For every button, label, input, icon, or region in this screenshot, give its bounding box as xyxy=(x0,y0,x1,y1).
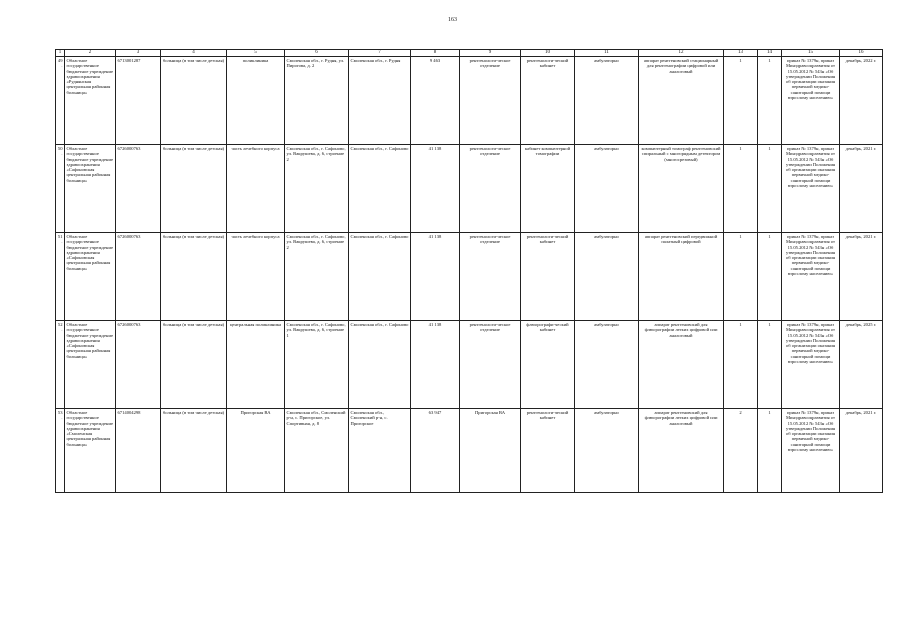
organization-cell: Областное государственное бюджетное учреждение здравоохранения «Сафоновская центральная районная больница» xyxy=(65,145,116,233)
code-cell: 6714004298 xyxy=(116,409,161,493)
care-mode-cell: амбулаторно xyxy=(575,233,639,321)
quantity-cell: 1 xyxy=(724,57,758,145)
unit-cell: Пригорская ВА xyxy=(227,409,285,493)
cabinet-cell: рентгенологи-ческий кабинет xyxy=(521,57,575,145)
quantity-cell: 2 xyxy=(724,409,758,493)
population-cell: 9 463 xyxy=(411,57,460,145)
facility-type-cell: больница (в том числе детская) xyxy=(161,233,227,321)
care-mode-cell: амбулаторно xyxy=(575,409,639,493)
code-cell: 6713001287 xyxy=(116,57,161,145)
department-cell: Пригорская ВА xyxy=(460,409,521,493)
column-header: 13 xyxy=(724,50,758,57)
population-cell: 41 138 xyxy=(411,233,460,321)
locality-cell: Смоленская обл., г. Рудня xyxy=(349,57,411,145)
unit-cell: поликлиника xyxy=(227,57,285,145)
facility-type-cell: больница (в том числе детская) xyxy=(161,409,227,493)
locality-cell: Смоленская обл., г. Сафоново xyxy=(349,233,411,321)
address-cell: Смоленская обл., Смоленский р-н, с. Пригорское, ул. Спортивная, д. 8 xyxy=(285,409,349,493)
organization-cell: Областное государственное бюджетное учреждение здравоохранения «Руднянская центральная районная больница» xyxy=(65,57,116,145)
department-cell: рентгенологи-ческое отделение xyxy=(460,233,521,321)
row-number-cell: 49. xyxy=(56,57,65,145)
page-number: 163 xyxy=(448,17,457,23)
cabinet-cell: кабинет компьютерной томографии xyxy=(521,145,575,233)
column-header: 5 xyxy=(227,50,285,57)
date-cell: декабрь, 2021 г. xyxy=(840,409,883,493)
equipment-cell: аппарат рентгеновский для флюорографии легких цифровой или аналоговый xyxy=(639,409,724,493)
unit-cell: часть лечебного корпуса xyxy=(227,145,285,233)
equipment-cell: аппарат рентгеновский для флюорографии легких цифровой или аналоговый xyxy=(639,321,724,409)
care-mode-cell: амбулаторно xyxy=(575,57,639,145)
cabinet-cell: рентгенологи-ческий кабинет xyxy=(521,233,575,321)
column-header: 3 xyxy=(116,50,161,57)
department-cell: рентгенологи-ческое отделение xyxy=(460,145,521,233)
address-cell: Смоленская обл., г. Сафоново, ул. Вакрушева, д. 6, строение 2 xyxy=(285,145,349,233)
locality-cell: Смоленская обл., г. Сафоново xyxy=(349,321,411,409)
address-cell: Смоленская обл., г. Сафоново, ул. Вакрушева, д. 6, строение 2 xyxy=(285,233,349,321)
column-header: 1 xyxy=(56,50,65,57)
regulation-cell: приказ № 1379н, приказ Минздравсоцразвития от 15.05.2012 № 543н «Об утверждении Положения об организации оказания первичной медико-санитарной помощи взрослому населению» xyxy=(782,145,840,233)
unit-cell: часть лечебного корпуса xyxy=(227,233,285,321)
department-cell: рентгенологи-ческое отделение xyxy=(460,57,521,145)
unit-cell: центральная поликлиника xyxy=(227,321,285,409)
cabinet-cell: флюорографи-ческий кабинет xyxy=(521,321,575,409)
quantity-cell: 1 xyxy=(724,321,758,409)
table-row xyxy=(56,321,883,409)
organization-cell: Областное государственное бюджетное учреждение здравоохранения «Сафоновская центральная районная больница» xyxy=(65,321,116,409)
column-header: 6 xyxy=(285,50,349,57)
column-header: 12 xyxy=(639,50,724,57)
date-cell: декабрь, 2025 г. xyxy=(840,321,883,409)
regulation-cell: приказ № 1379н, приказ Минздравсоцразвития от 15.05.2012 № 543н «Об утверждении Положения об организации оказания первичной медико-санитарной помощи взрослому населению» xyxy=(782,409,840,493)
quantity-cell: 1 xyxy=(758,233,782,321)
quantity-cell: 1 xyxy=(724,145,758,233)
quantity-cell: 1 xyxy=(724,233,758,321)
column-header: 8 xyxy=(411,50,460,57)
population-cell: 41 138 xyxy=(411,145,460,233)
code-cell: 6726000763 xyxy=(116,233,161,321)
facility-type-cell: больница (в том числе детская) xyxy=(161,145,227,233)
population-cell: 63 947 xyxy=(411,409,460,493)
regulation-cell: приказ № 1379н, приказ Минздравсоцразвития от 15.05.2012 № 543н «Об утверждении Положения об организации оказания первичной медико-санитарной помощи взрослому населению» xyxy=(782,321,840,409)
column-header: 2 xyxy=(65,50,116,57)
row-number-cell: 53. xyxy=(56,409,65,493)
population-cell: 41 138 xyxy=(411,321,460,409)
column-header: 15 xyxy=(782,50,840,57)
table-row xyxy=(56,409,883,493)
address-cell: Смоленская обл., г. Рудня, ул. Пирогова, д. 2 xyxy=(285,57,349,145)
care-mode-cell: амбулаторно xyxy=(575,145,639,233)
regulation-cell: приказ № 1379н, приказ Минздравсоцразвития от 15.05.2012 № 543н «Об утверждении Положения об организации оказания первичной медико-санитарной помощи взрослому населению» xyxy=(782,233,840,321)
code-cell: 6726000763 xyxy=(116,321,161,409)
quantity-cell: 1 xyxy=(758,57,782,145)
department-cell: рентгенологи-ческое отделение xyxy=(460,321,521,409)
quantity-cell: 1 xyxy=(758,321,782,409)
column-header: 9 xyxy=(460,50,521,57)
locality-cell: Смоленская обл., Смоленский р-н, с. Пригорское xyxy=(349,409,411,493)
code-cell: 6726000763 xyxy=(116,145,161,233)
column-header: 11 xyxy=(575,50,639,57)
column-numbers-row xyxy=(56,50,883,57)
equipment-cell: аппарат рентгеновский передвижной палатный цифровой xyxy=(639,233,724,321)
organization-cell: Областное государственное бюджетное учреждение здравоохранения «Смоленская центральная районная больница» xyxy=(65,409,116,493)
date-cell: декабрь, 2021 г. xyxy=(840,145,883,233)
quantity-cell: 1 xyxy=(758,409,782,493)
address-cell: Смоленская обл., г. Сафоново, ул. Вакрушева, д. 6, строение 1 xyxy=(285,321,349,409)
equipment-cell: компьютерный томограф рентгеновский спиральный с многорядным детектором (многосрезовый) xyxy=(639,145,724,233)
regulation-cell: приказ № 1379н, приказ Минздравсоцразвития от 15.05.2012 № 543н «Об утверждении Положения об организации оказания первичной медико-санитарной помощи взрослому населению» xyxy=(782,57,840,145)
row-number-cell: 52. xyxy=(56,321,65,409)
cabinet-cell: рентгенологи-ческий кабинет xyxy=(521,409,575,493)
column-header: 10 xyxy=(521,50,575,57)
table-row xyxy=(56,233,883,321)
date-cell: декабрь, 2021 г. xyxy=(840,233,883,321)
table-row xyxy=(56,145,883,233)
locality-cell: Смоленская обл., г. Сафоново xyxy=(349,145,411,233)
quantity-cell: 1 xyxy=(758,145,782,233)
column-header: 4 xyxy=(161,50,227,57)
row-number-cell: 50. xyxy=(56,145,65,233)
equipment-cell: аппарат рентгеновский стационарный для рентгенографии цифровой или аналоговый xyxy=(639,57,724,145)
date-cell: декабрь, 2022 г. xyxy=(840,57,883,145)
table-row xyxy=(56,57,883,145)
organization-cell: Областное государственное бюджетное учреждение здравоохранения «Сафоновская центральная районная больница» xyxy=(65,233,116,321)
equipment-table xyxy=(55,49,883,493)
column-header: 14 xyxy=(758,50,782,57)
column-header: 16 xyxy=(840,50,883,57)
care-mode-cell: амбулаторно xyxy=(575,321,639,409)
column-header: 7 xyxy=(349,50,411,57)
row-number-cell: 51. xyxy=(56,233,65,321)
facility-type-cell: больница (в том числе детская) xyxy=(161,57,227,145)
facility-type-cell: больница (в том числе детская) xyxy=(161,321,227,409)
